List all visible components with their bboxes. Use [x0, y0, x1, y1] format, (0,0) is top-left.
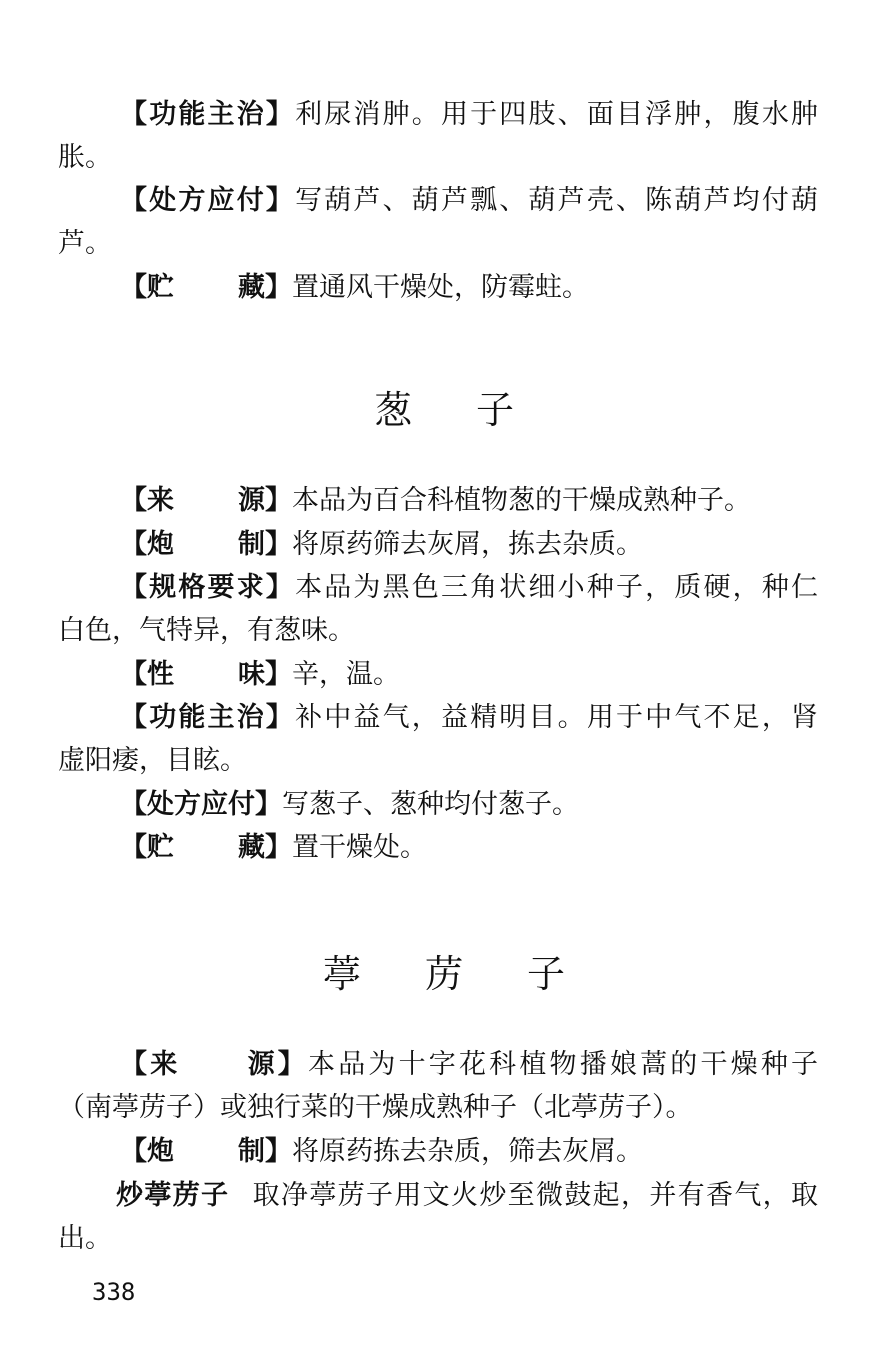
- b-paozhi-label: 【炮 制】: [120, 529, 292, 560]
- a-zhucang-label: 【贮 藏】: [120, 272, 292, 303]
- c-laiyuan-line2: （南葶苈子）或独行菜的干燥成熟种子（北葶苈子）。: [58, 1092, 693, 1123]
- a-gongneng-line1: 【功能主治】利尿消肿。用于四肢、面目浮肿，腹水肿: [120, 99, 819, 130]
- a-chufang-line1: 【处方应付】写葫芦、葫芦瓢、葫芦壳、陈葫芦均付葫: [120, 185, 819, 216]
- b-guige-line2: 白色，气特异，有葱味。: [58, 615, 355, 646]
- c-laiyuan-label: 【来 源】: [120, 1049, 308, 1080]
- c-paozhi-line: 【炮 制】将原药拣去杂质，筛去灰屑。: [120, 1136, 643, 1167]
- b-gongneng-line1: 【功能主治】补中益气，益精明目。用于中气不足，肾: [120, 702, 819, 733]
- c-chao-line2: 出。: [58, 1223, 112, 1254]
- b-gongneng-label: 【功能主治】: [120, 702, 296, 733]
- b-chufang-label: 【处方应付】: [120, 789, 282, 820]
- c-chao-line1: 炒葶苈子 取净葶苈子用文火炒至微鼓起，并有香气，取: [116, 1180, 819, 1211]
- b-zhucang-line: 【贮 藏】置干燥处。: [120, 832, 427, 863]
- a-gongneng-line2: 胀。: [58, 142, 112, 173]
- b-xingwei-line: 【性 味】辛，温。: [120, 659, 400, 690]
- c-laiyuan-line1: 【来 源】本品为十字花科植物播娘蒿的干燥种子: [120, 1049, 819, 1080]
- a-gongneng-label: 【功能主治】: [120, 99, 296, 130]
- b-paozhi-line: 【炮 制】将原药筛去灰屑，拣去杂质。: [120, 529, 643, 560]
- a-zhucang-line: 【贮 藏】置通风干燥处，防霉蛀。: [120, 272, 589, 303]
- a-chufang-line2: 芦。: [58, 228, 112, 259]
- c-paozhi-label: 【炮 制】: [120, 1136, 292, 1167]
- b-xingwei-label: 【性 味】: [120, 659, 292, 690]
- b-zhucang-label: 【贮 藏】: [120, 832, 292, 863]
- b-title: 葱 子: [373, 388, 523, 432]
- b-chufang-line: 【处方应付】写葱子、葱种均付葱子。: [120, 789, 579, 820]
- a-chufang-label: 【处方应付】: [120, 185, 296, 216]
- b-laiyuan-label: 【来 源】: [120, 485, 292, 516]
- b-laiyuan-line: 【来 源】本品为百合科植物葱的干燥成熟种子。: [120, 485, 751, 516]
- b-guige-line1: 【规格要求】本品为黑色三角状细小种子，质硬，种仁: [120, 572, 819, 603]
- b-gongneng-line2: 虚阳痿，目眩。: [58, 745, 247, 776]
- page-number: 338: [92, 1278, 136, 1306]
- b-guige-label: 【规格要求】: [120, 572, 296, 603]
- c-chao-label: 炒葶苈子: [116, 1180, 230, 1211]
- c-title: 葶 苈 子: [322, 952, 574, 996]
